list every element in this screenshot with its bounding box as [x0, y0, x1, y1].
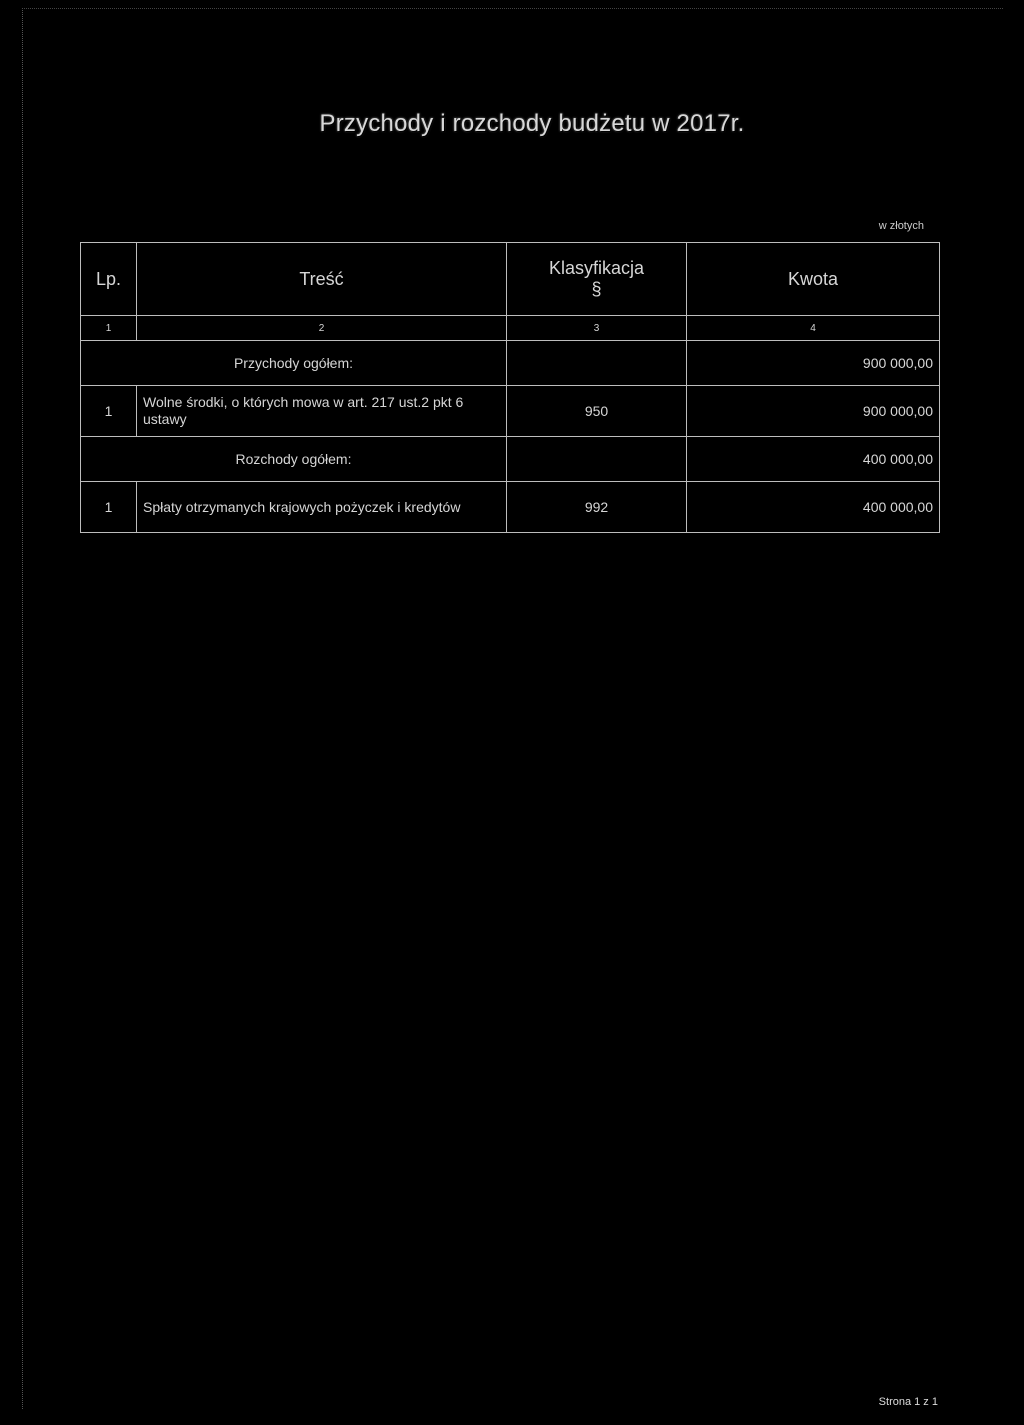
rozchody-total-paragraf [507, 437, 687, 482]
row-paragraf: 992 [507, 482, 687, 533]
header-tresc: Treść [137, 243, 507, 316]
budget-table [80, 242, 940, 533]
row-paragraf: 950 [507, 386, 687, 437]
row-kwota: 400 000,00 [687, 482, 940, 533]
row-lp: 1 [81, 386, 137, 437]
row-kwota: 900 000,00 [687, 386, 940, 437]
row-tresc: Spłaty otrzymanych krajowych pożyczek i kredytów [137, 482, 507, 533]
column-number-row [81, 316, 940, 341]
page-frame [22, 8, 1003, 1409]
header-paragraf-symbol: § [591, 279, 602, 299]
header-klasyfikacja [507, 243, 687, 316]
column-number: 2 [137, 316, 507, 341]
rozchody-total-row [81, 437, 940, 482]
table-row [81, 482, 940, 533]
header-klasyfikacja-label: Klasyfikacja [548, 258, 645, 278]
rozchody-total-label: Rozchody ogółem: [81, 437, 507, 482]
przychody-total-paragraf [507, 341, 687, 386]
przychody-total-row [81, 341, 940, 386]
przychody-total-label: Przychody ogółem: [81, 341, 507, 386]
unit-label: w złotych [878, 220, 924, 232]
rozchody-total-amount: 400 000,00 [687, 437, 940, 482]
page-footer: Strona 1 z 1 [878, 1396, 938, 1408]
przychody-total-amount: 900 000,00 [687, 341, 940, 386]
column-number: 1 [81, 316, 137, 341]
header-kwota: Kwota [687, 243, 940, 316]
page-title: Przychody i rozchody budżetu w 2017r. [319, 110, 745, 137]
row-tresc: Wolne środki, o których mowa w art. 217 ust.2 pkt 6 ustawy [137, 386, 507, 437]
row-lp: 1 [81, 482, 137, 533]
column-number: 4 [687, 316, 940, 341]
column-number: 3 [507, 316, 687, 341]
table-row [81, 386, 940, 437]
header-lp: Lp. [81, 243, 137, 316]
header-row [81, 243, 940, 316]
